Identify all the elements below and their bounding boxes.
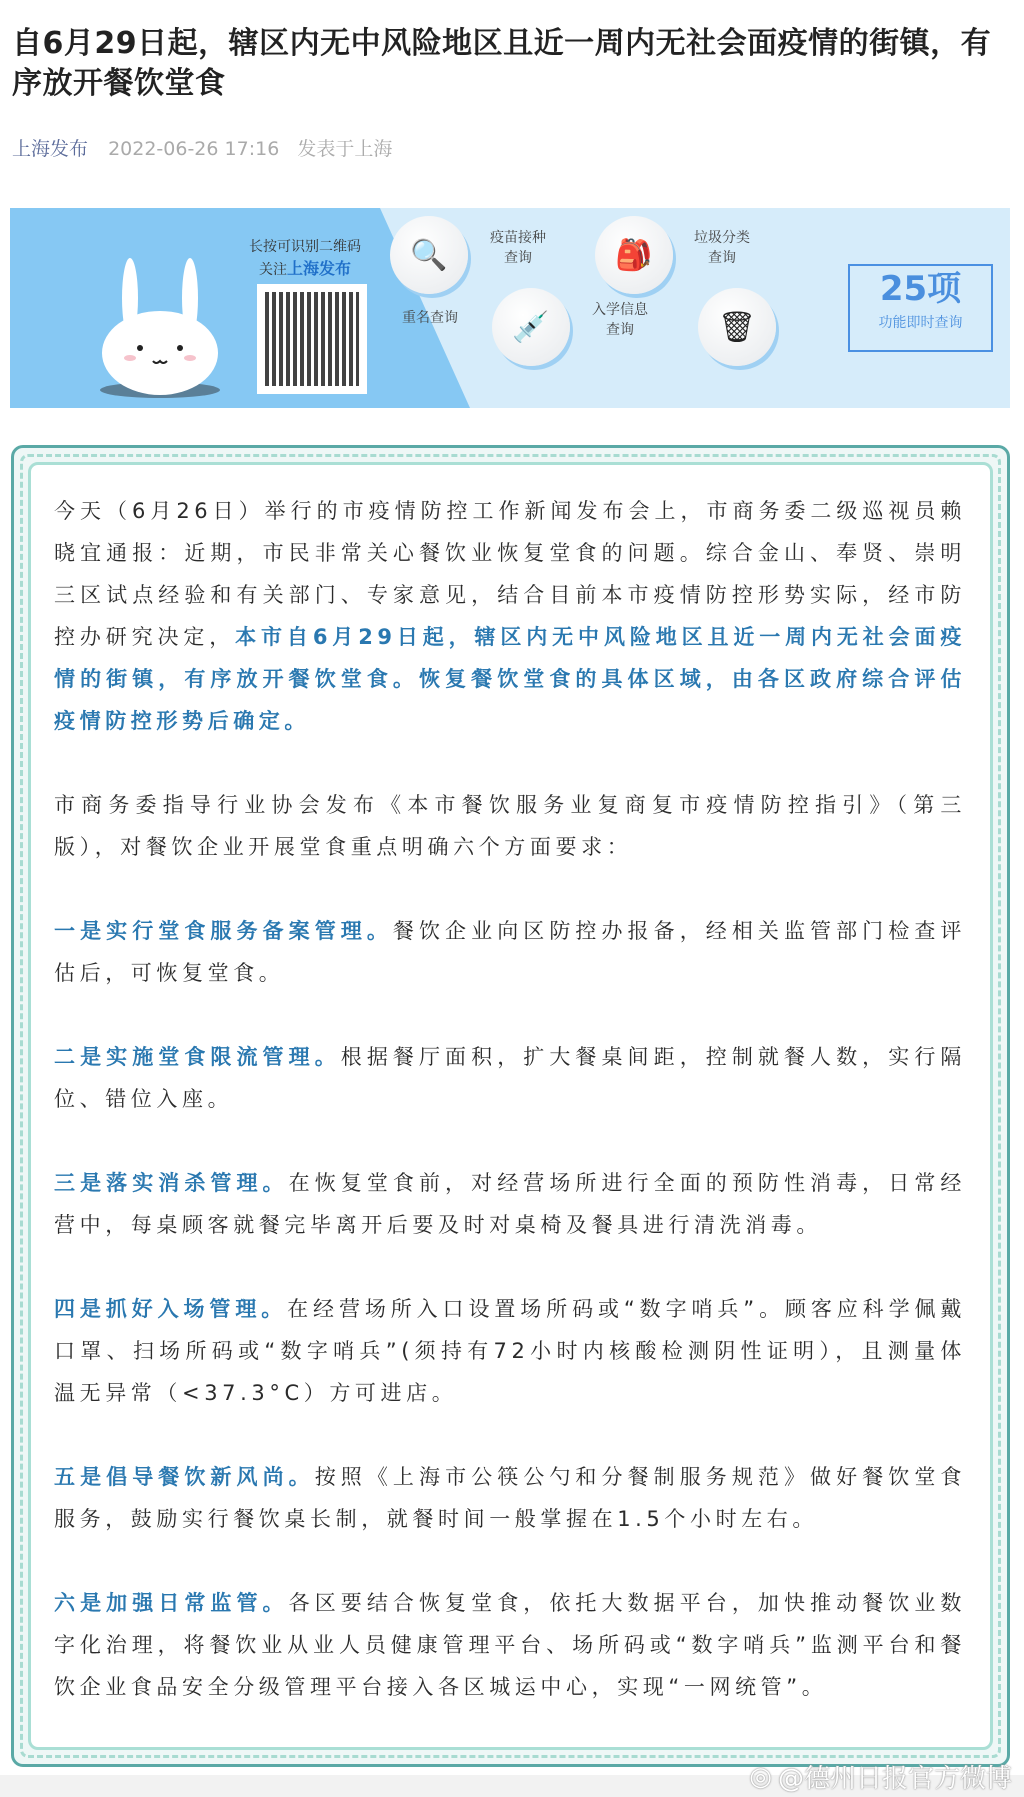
feature-count: 25项 bbox=[879, 269, 962, 309]
feature-count-caption: 功能即时查询 bbox=[878, 315, 963, 331]
publish-time: 2022-06-26 17:16 bbox=[108, 138, 280, 160]
item-label[interactable]: 疫苗接种查询 bbox=[490, 230, 546, 266]
search-name-icon: 🔍 bbox=[390, 216, 468, 294]
highlight-text: 二是实施堂食限流管理。 bbox=[54, 1045, 341, 1069]
highlight-text: 六是加强日常监管。 bbox=[54, 1591, 289, 1615]
qr-caption-brand: 上海发布 bbox=[286, 259, 351, 278]
author-link[interactable]: 上海发布 bbox=[12, 138, 89, 160]
bunny-mascot-icon bbox=[95, 258, 225, 398]
paragraph bbox=[54, 1036, 966, 1120]
body-text: 餐饮企业向区防控办报备，经相关监管部门检查评估后，可恢复堂食。 bbox=[54, 919, 966, 985]
paragraph bbox=[54, 490, 966, 742]
article-meta bbox=[12, 134, 392, 161]
body-text: 各区要结合恢复堂食，依托大数据平台，加快推动餐饮业数字化治理，将餐饮业从业人员健康管理平台、场所码或“数字哨兵”监测平台和餐饮企业食品安全分级管理平台接入各区城运中心，实现“一网统管”。 bbox=[54, 1591, 966, 1699]
body-text: 按照《上海市公筷公勺和分餐制服务规范》做好餐饮堂食服务，鼓励实行餐饮桌长制，就餐时间一般掌握在1.5个小时左右。 bbox=[54, 1465, 967, 1531]
highlight-text: 五是倡导餐饮新风尚。 bbox=[54, 1465, 315, 1489]
syringe-icon: 💉 bbox=[492, 288, 570, 366]
promo-banner[interactable] bbox=[10, 208, 1010, 408]
article-title: 自6月29日起，辖区内无中风险地区且近一周内无社会面疫情的街镇，有序放开餐饮堂食 bbox=[12, 26, 992, 101]
body-text: 今天（6月26日）举行的市疫情防控工作新闻发布会上，市商务委二级巡视员赖晓宜通报：近期，市民非常关心餐饮业恢复堂食的问题。综合金山、奉贤、崇明三区试点经验和有关部门、专家意见，结合目前本市疫情防控形势实际，经市防控办研究决定， bbox=[54, 499, 966, 649]
qr-caption bbox=[230, 236, 380, 281]
publish-location: 发表于上海 bbox=[297, 138, 393, 160]
paragraph bbox=[54, 1456, 966, 1540]
highlight-text: 一是实行堂食服务备案管理。 bbox=[54, 919, 393, 943]
feature-count-badge[interactable] bbox=[848, 264, 993, 352]
item-label[interactable]: 重名查询 bbox=[402, 310, 458, 326]
paragraph bbox=[54, 1162, 966, 1246]
highlight-text: 三是落实消杀管理。 bbox=[54, 1171, 289, 1195]
item-label[interactable]: 入学信息查询 bbox=[592, 302, 648, 338]
body-text: 在经营场所入口设置场所码或“数字哨兵”。顾客应科学佩戴口罩、扫场所码或“数字哨兵”(须持有72小时内核酸检测阴性证明），且测量体温无异常（<37.3°C）方可进店。 bbox=[54, 1297, 966, 1405]
qr-caption-line1: 长按可识别二维码 bbox=[249, 239, 361, 255]
article-body bbox=[54, 490, 966, 1750]
trash-bin-icon: 🗑 bbox=[698, 288, 776, 366]
body-text: 在恢复堂食前，对经营场所进行全面的预防性消毒，日常经营中，每桌顾客就餐完毕离开后要及时对桌椅及餐具进行清洗消毒。 bbox=[54, 1171, 966, 1237]
watermark bbox=[749, 1758, 1012, 1795]
qr-code[interactable] bbox=[257, 284, 367, 394]
backpack-icon: 🎒 bbox=[595, 216, 673, 294]
body-text: 市商务委指导行业协会发布《本市餐饮服务业复商复市疫情防控指引》（第三版），对餐饮企业开展堂食重点明确六个方面要求： bbox=[54, 793, 966, 859]
qr-caption-prefix: 关注 bbox=[258, 262, 287, 278]
highlight-text: 本市自6月29日起，辖区内无中风险地区且近一周内无社会面疫情的街镇，有序放开餐饮堂食。恢复餐饮堂食的具体区域，由各区政府综合评估疫情防控形势后确定。 bbox=[54, 625, 966, 733]
item-label[interactable]: 垃圾分类查询 bbox=[694, 230, 750, 266]
paragraph bbox=[54, 1582, 966, 1708]
body-text: 根据餐厅面积，扩大餐桌间距，控制就餐人数，实行隔位、错位入座。 bbox=[54, 1045, 966, 1111]
highlight-text: 四是抓好入场管理。 bbox=[54, 1297, 288, 1321]
paragraph bbox=[54, 1288, 966, 1414]
watermark-text: @德州日报官方微博 bbox=[777, 1764, 1012, 1794]
paragraph bbox=[54, 910, 966, 994]
weibo-logo-icon: ◎ bbox=[749, 1761, 772, 1792]
paragraph bbox=[54, 784, 966, 868]
